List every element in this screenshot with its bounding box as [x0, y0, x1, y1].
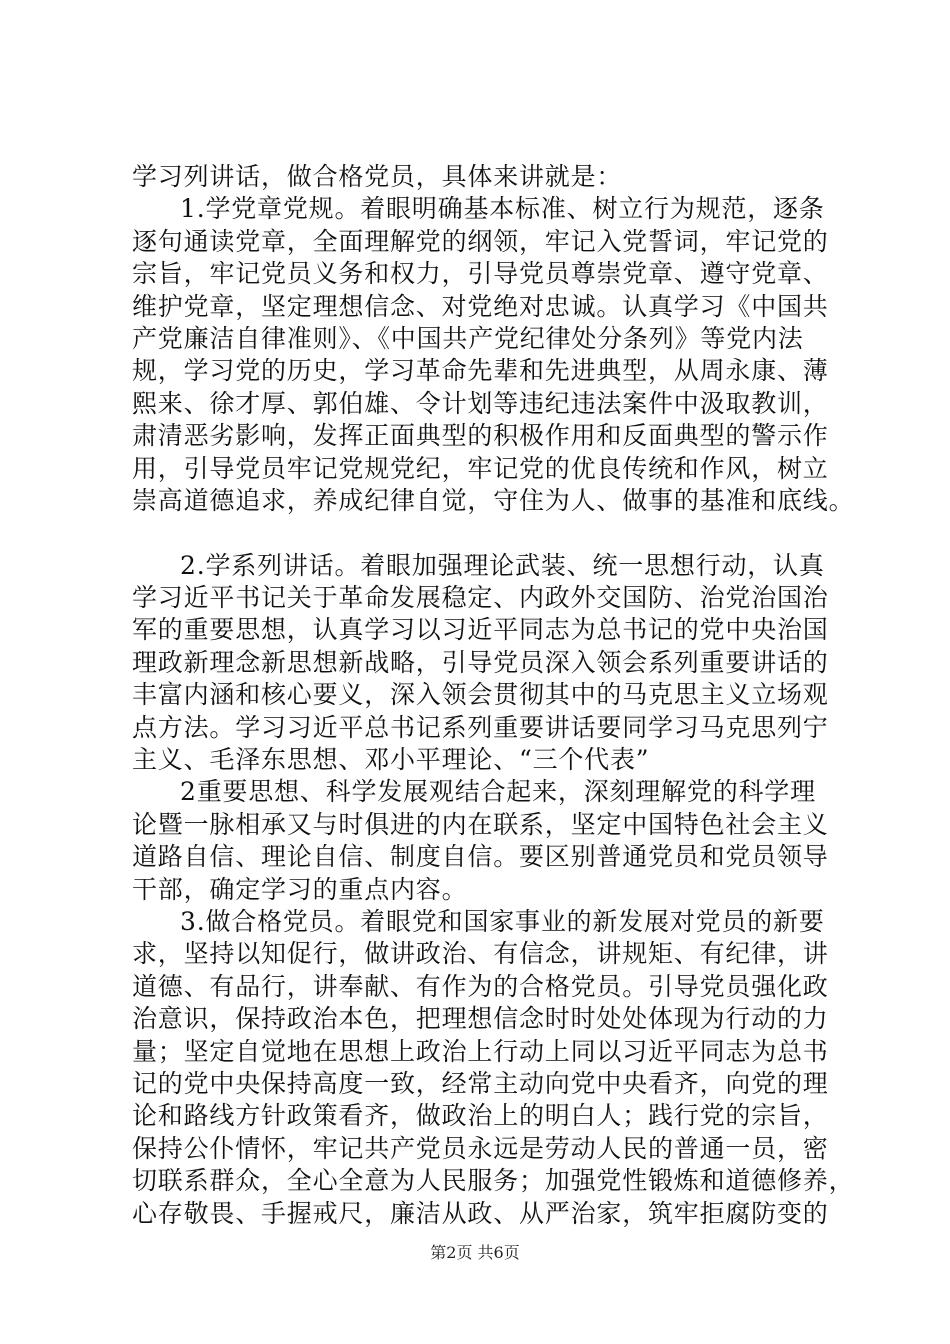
- text-line: 学习近平书记关于革命发展稳定、内政外交国防、治党治国治: [132, 583, 829, 613]
- paragraph: [132, 193, 855, 517]
- text-line: 1.学党章党规。着眼明确基本标准、树立行为规范，逐条: [180, 194, 825, 224]
- text-line: 求，坚持以知促行，做讲政治、有信念，讲规矩、有纪律，讲: [132, 939, 829, 969]
- text-line: 逐句通读党章，全面理解党的纲领，牢记入党誓词，牢记党的: [132, 226, 829, 256]
- paragraph: [132, 776, 852, 906]
- paragraph: [132, 906, 855, 1230]
- text-line: 论和路线方针政策看齐，做政治上的明白人；践行党的宗旨，: [132, 1101, 829, 1131]
- text-line: 主义、毛泽东思想、邓小平理论、“三个代表”: [132, 745, 650, 775]
- page-footer: 第2页 共6页: [430, 1243, 520, 1262]
- text-line: 熙来、徐才厚、郭伯雄、令计划等违纪违法案件中汲取教训，: [132, 388, 829, 418]
- text-line: 规，学习党的历史，学习革命先辈和先进典型，从周永康、薄: [132, 356, 829, 386]
- text-line: 崇高道德追求，养成纪律自觉，守住为人、做事的基准和底线。: [132, 485, 855, 515]
- text-line: 心存敬畏、手握戒尺，廉洁从政、从严治家，筑牢拒腐防变的: [132, 1198, 829, 1228]
- text-line: 道德、有品行，讲奉献、有作为的合格党员。引导党员强化政: [132, 971, 829, 1001]
- text-line: 肃清恶劣影响，发挥正面典型的积极作用和反面典型的警示作: [132, 421, 829, 451]
- paragraph: [132, 161, 852, 193]
- text-line: 治意识，保持政治本色，把理想信念时时处处体现为行动的力: [132, 1004, 829, 1034]
- text-line: 2.学系列讲话。着眼加强理论武装、统一思想行动，认真: [180, 550, 825, 580]
- text-line: 干部，确定学习的重点内容。: [132, 874, 468, 904]
- text-line: 宗旨，牢记党员义务和权力，引导党员尊崇党章、遵守党章、: [132, 259, 829, 289]
- text-line: 点方法。学习习近平总书记系列重要讲话要同学习马克思列宁: [132, 712, 829, 742]
- text-line: 道路自信、理论自信、制度自信。要区别普通党员和党员领导: [132, 842, 829, 872]
- text-line: 记的党中央保持高度一致，经常主动向党中央看齐，向党的理: [132, 1068, 829, 1098]
- text-line: 保持公仆情怀，牢记共产党员永远是劳动人民的普通一员，密: [132, 1133, 829, 1163]
- text-line: 丰富内涵和核心要义，深入领会贯彻其中的马克思主义立场观: [132, 680, 829, 710]
- text-line: 维护党章，坚定理想信念、对党绝对忠诚。认真学习《中国共: [132, 291, 829, 321]
- text-line: 2重要思想、科学发展观结合起来，深刻理解党的科学理: [180, 777, 816, 807]
- text-line: 军的重要思想，认真学习以习近平同志为总书记的党中央治国: [132, 615, 829, 645]
- text-line: 切联系群众，全心全意为人民服务；加强党性锻炼和道德修养，: [132, 1166, 855, 1196]
- text-line: 产党廉洁自律准则》、《中国共产党纪律处分条列》等党内法: [132, 323, 804, 353]
- text-line: 量；坚定自觉地在思想上政治上行动上同以习近平同志为总书: [132, 1036, 829, 1066]
- text-line: 学习列讲话，做合格党员，具体来讲就是：: [132, 162, 623, 191]
- text-line: 理政新理念新思想新战略，引导党员深入领会系列重要讲话的: [132, 647, 829, 677]
- document-body: [132, 161, 855, 1230]
- paragraph: [132, 550, 852, 777]
- text-line: 论暨一脉相承又与时俱进的内在联系，坚定中国特色社会主义: [132, 809, 829, 839]
- paragraph-spacer: [132, 517, 852, 549]
- text-line: 3.做合格党员。着眼党和国家事业的新发展对党员的新要: [180, 906, 825, 936]
- text-line: 用，引导党员牢记党规党纪，牢记党的优良传统和作风，树立: [132, 453, 829, 483]
